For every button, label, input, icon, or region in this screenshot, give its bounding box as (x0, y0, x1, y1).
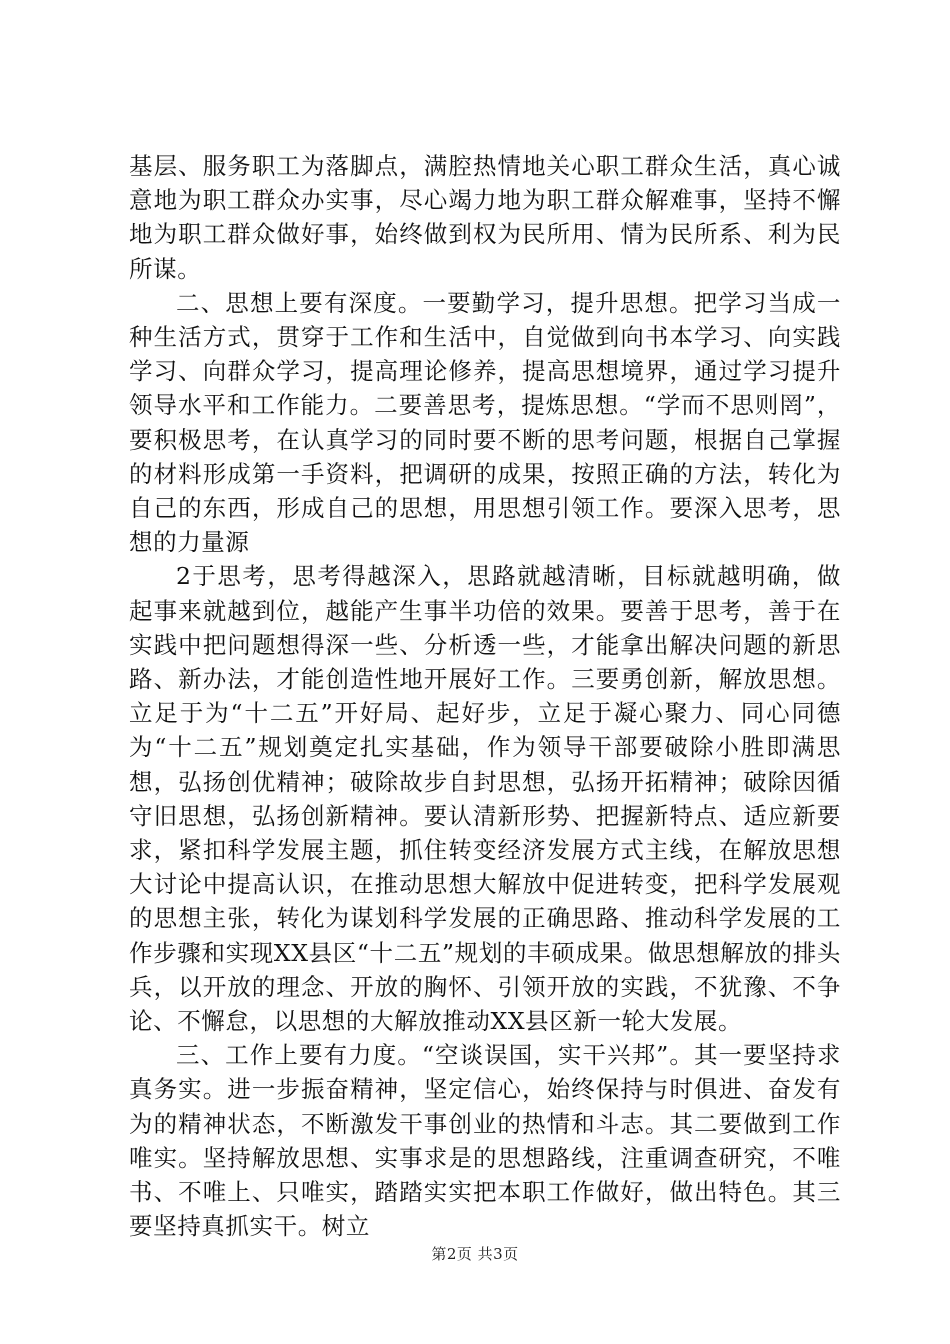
paragraph-4: 三、工作上要有力度。“空谈误国，实干兴邦”。其一要坚持求真务实。进一步振奋精神，坚定信心，始终保持与时俱进、奋发有为的精神状态，不断激发干事创业的热情和斗志。其二要做到工作唯实。坚持解放思想、实事求是的思想路线，注重调查研究，不唯书、不唯上、只唯实，踏踏实实把本职工作做好，做出特色。其三要坚持真抓实干。树立 (129, 1041, 841, 1241)
page-number-footer: 第2页 共3页 (431, 1245, 519, 1263)
paragraph-2: 二、思想上要有深度。一要勤学习，提升思想。把学习当成一种生活方式，贯穿于工作和生活中，自觉做到向书本学习、向实践学习、向群众学习，提高理论修养，提高思想境界，通过学习提升领导水平和工作能力。二要善思考，提炼思想。“学而不思则罔”，要积极思考，在认真学习的同时要不断的思考问题，根据自己掌握的材料形成第一手资料，把调研的成果，按照正确的方法，转化为自己的东西，形成自己的思想，用思想引领工作。要深入思考，思想的力量源 (129, 288, 841, 557)
paragraph-3: 2于思考，思考得越深入，思路就越清晰，目标就越明确，做起事来就越到位，越能产生事半功倍的效果。要善于思考，善于在实践中把问题想得深一些、分析透一些，才能拿出解决问题的新思路、新办法，才能创造性地开展好工作。三要勇创新，解放思想。立足于为“十二五”开好局、起好步，立足于凝心聚力、同心同德为“十二五”规划奠定扎实基础，作为领导干部要破除小胜即满思想，弘扬创优精神；破除故步自封思想，弘扬开拓精神；破除因循守旧思想，弘扬创新精神。要认清新形势、把握新特点、适应新要求，紧扣科学发展主题，抓住转变经济发展方式主线，在解放思想大讨论中提高认识，在推动思想大解放中促进转变，把科学发展观的思想主张，转化为谋划科学发展的正确思路、推动科学发展的工作步骤和实现XX县区“十二五”规划的丰硕成果。做思想解放的排头兵，以开放的理念、开放的胸怀、引领开放的实践，不犹豫、不争论、不懈怠，以思想的大解放推动XX县区新一轮大发展。 (129, 562, 841, 1036)
document-body (129, 149, 841, 1244)
paragraph-1: 基层、服务职工为落脚点，满腔热情地关心职工群众生活，真心诚意地为职工群众办实事，尽心竭力地为职工群众解难事，坚持不懈地为职工群众做好事，始终做到权为民所用、情为民所系、利为民所谋。 (129, 152, 841, 283)
